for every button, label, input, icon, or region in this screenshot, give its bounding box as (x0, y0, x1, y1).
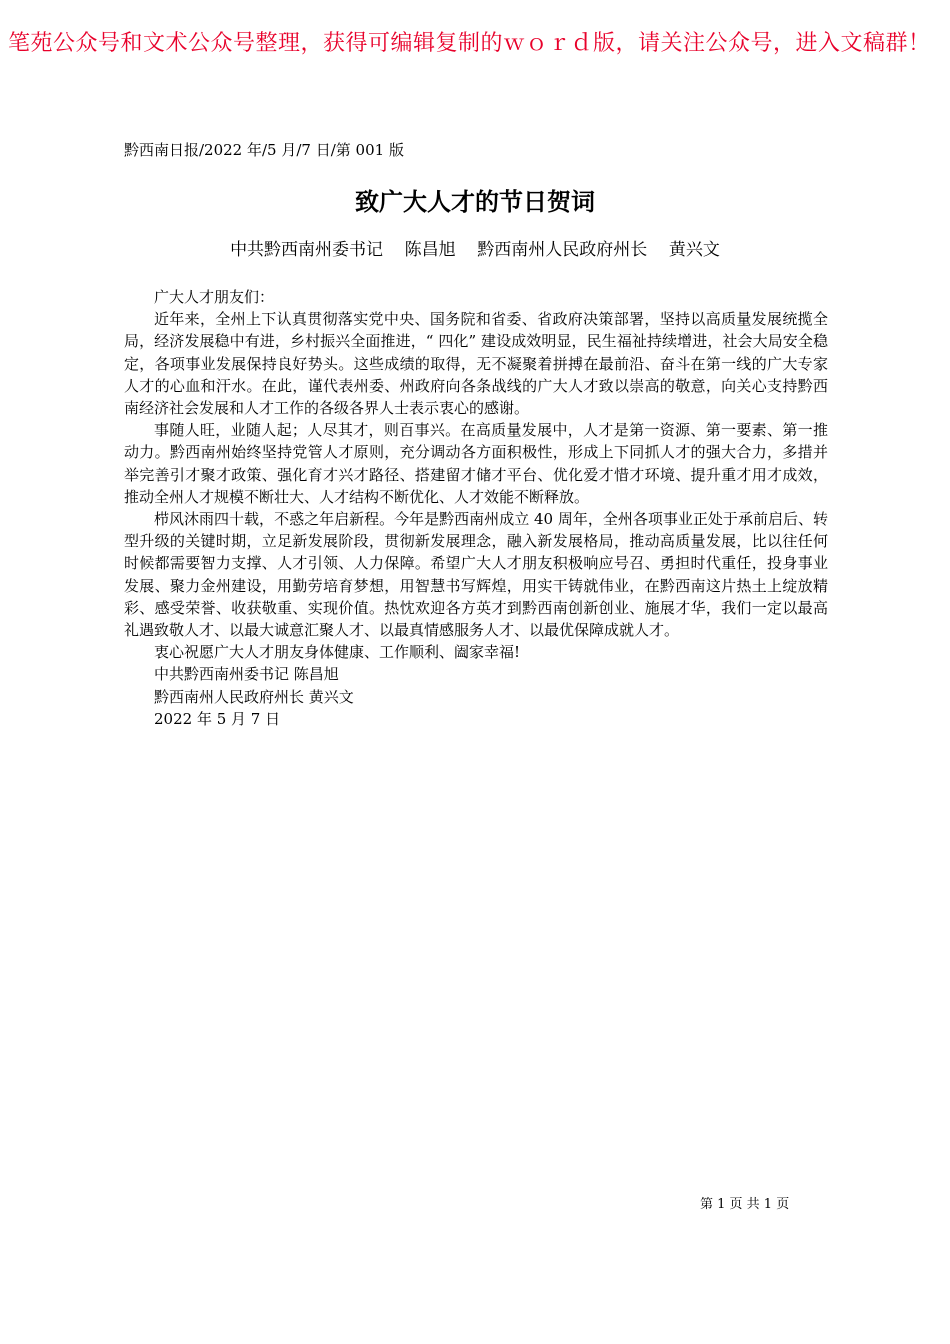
salutation: 广大人才朋友们： (154, 288, 275, 306)
article-authors: 中共黔西南州委书记 陈昌旭 黔西南州人民政府州长 黄兴文 (230, 240, 720, 260)
closing-wish: 衷心祝愿广大人才朋友身体健康、工作顺利、阖家幸福! (154, 643, 521, 662)
paragraph: 栉风沐雨四十载，不惑之年启新程。今年是黔西南州成立 40 周年，全州各项事业正处于承前启后、转型升级的关键时期，立足新发展阶段，贯彻新发展理念，融入新发展格局，推动高质量发展，比以往任何时候都需要智力支撑、人才引领、人力保障。希望广大人才朋友积极响应号召、勇担时代重任，投身事业发展、聚力金州建设，用勤劳培育梦想，用智慧书写辉煌，用实干铸就伟业，在黔西南这片热土上绽放精彩、感受荣誉、收获敬重、实现价值。热忱欢迎各方英才到黔西南创新创业、施展才华，我们一定以最高礼遇致敬人才、以最大诚意汇聚人才、以最真情感服务人才、以最优保障成就人才。 (124, 510, 828, 640)
signature-governor: 黔西南州人民政府州长 黄兴文 (154, 687, 354, 706)
article-title: 致广大人才的节日贺词 (355, 188, 595, 216)
article-body (124, 286, 828, 730)
signature-date: 2022 年 5 月 7 日 (154, 709, 281, 728)
source-line: 黔西南日报/2022 年/5 月/7 日/第 001 版 (124, 141, 404, 159)
promo-banner: 笔苑公众号和文术公众号整理，获得可编辑复制的ｗｏｒｄ版，请关注公众号，进入文稿群！ (8, 31, 931, 56)
signature-secretary: 中共黔西南州委书记 陈昌旭 (154, 665, 339, 684)
page-number: 第 1 页 共 1 页 (700, 1197, 790, 1212)
paragraph: 近年来，全州上下认真贯彻落实党中央、国务院和省委、省政府决策部署，坚持以高质量发展统揽全局，经济发展稳中有进，乡村振兴全面推进，“ 四化” 建设成效明显，民生福祉持续增进，社会大局安全稳定，各项事业发展保持良好势头。这些成绩的取得，无不凝聚着拼搏在最前沿、奋斗在第一线的广大专家人才的心血和汗水。在此，谨代表州委、州政府向各条战线的广大人才致以崇高的敬意，向关心支持黔西南经济社会发展和人才工作的各级各界人士表示衷心的感谢。 (124, 310, 828, 418)
paragraph: 事随人旺，业随人起；人尽其才，则百事兴。在高质量发展中，人才是第一资源、第一要素、第一推动力。黔西南州始终坚持党管人才原则，充分调动各方面积极性，形成上下同抓人才的强大合力，多措并举完善引才聚才政策、强化育才兴才路径、搭建留才储才平台、优化爱才惜才环境、提升重才用才成效，推动全州人才规模不断壮大、人才结构不断优化、人才效能不断释放。 (124, 421, 828, 506)
